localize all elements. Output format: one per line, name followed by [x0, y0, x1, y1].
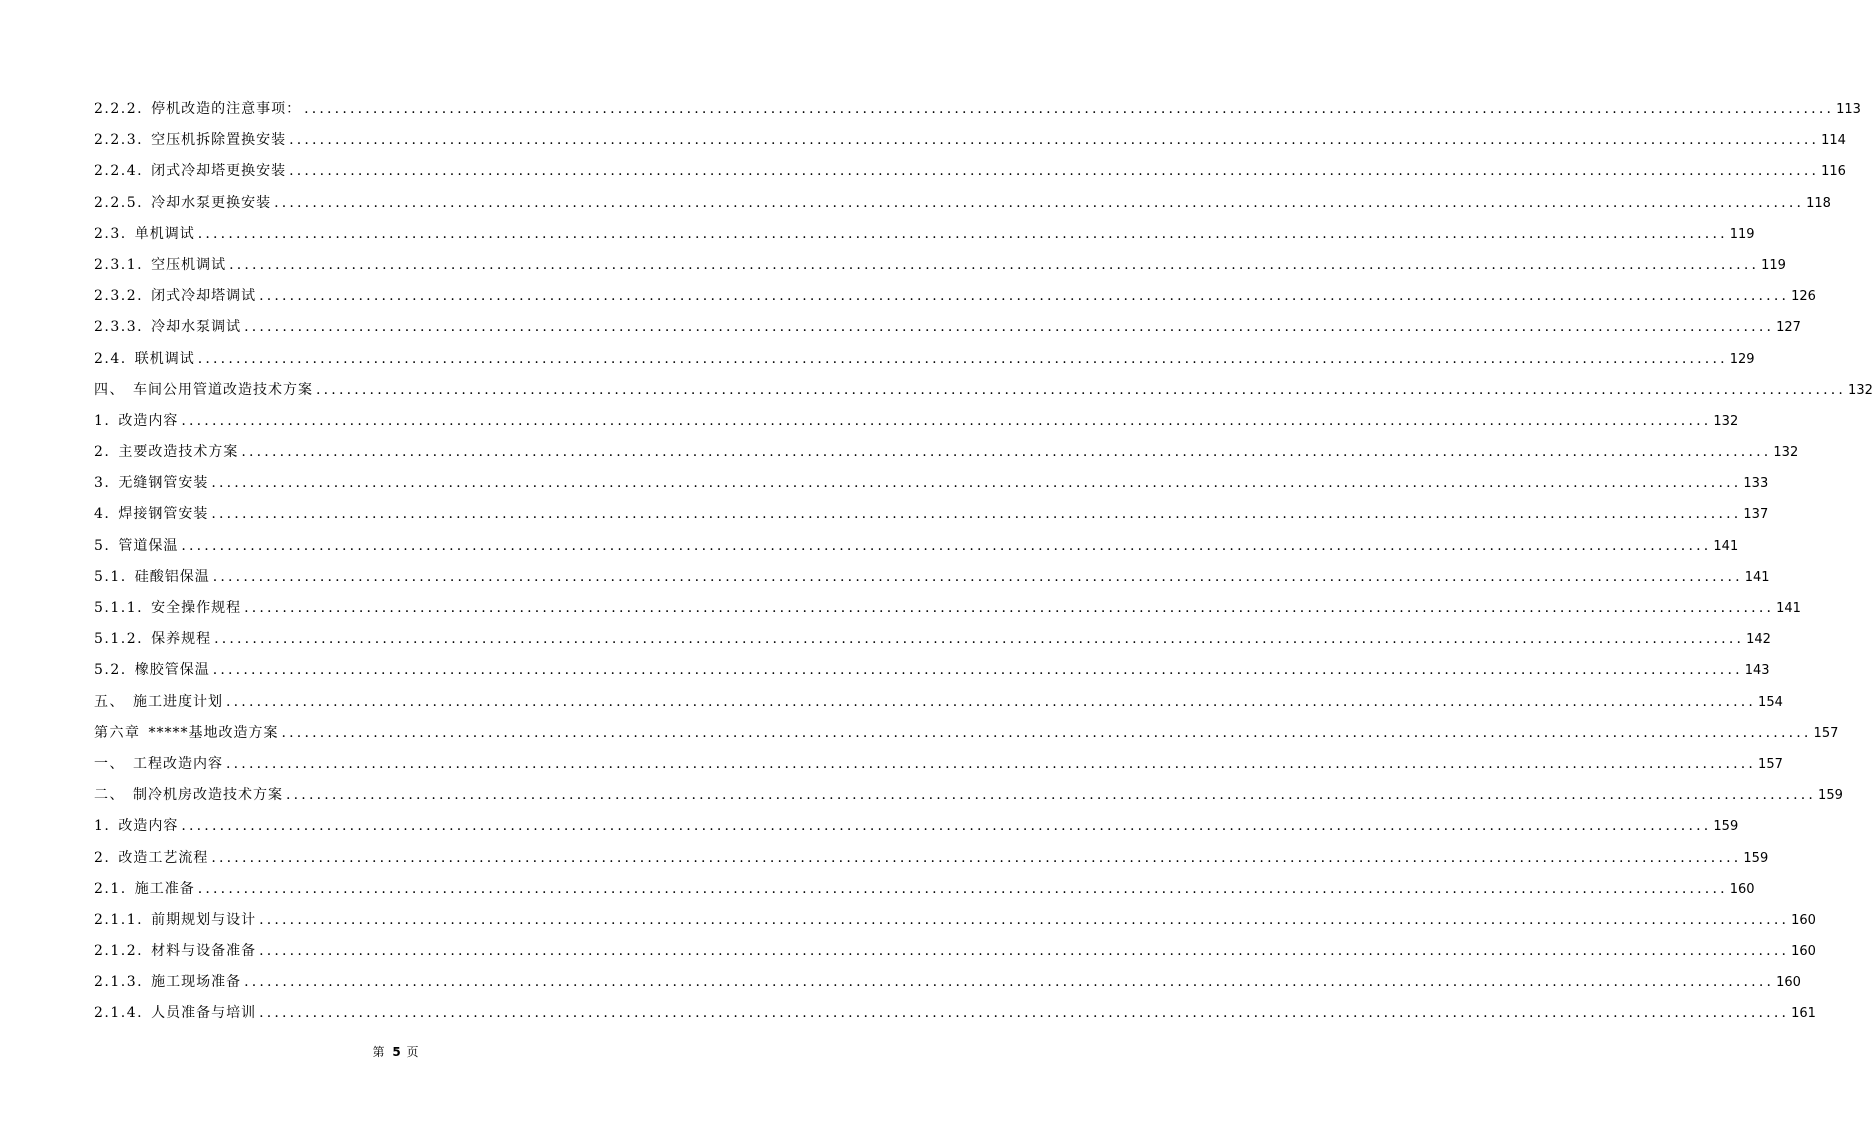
toc-entry-number: 2.2.2. — [94, 101, 144, 117]
toc-entry[interactable] — [94, 499, 1769, 530]
toc-dot-leader: ........................................................................................................................................................................................................ — [259, 288, 1790, 305]
footer-prefix: 第 — [372, 1045, 387, 1059]
footer-page-number: 5 — [392, 1045, 401, 1059]
toc-entry-page-number: 160 — [1776, 975, 1801, 991]
toc-entry-title: 制冷机房改造技术方案 — [133, 787, 283, 804]
toc-entry[interactable] — [94, 156, 1846, 187]
toc-entry-number: 3. — [94, 475, 111, 492]
toc-entry-title: 闭式冷却塔调试 — [151, 288, 257, 305]
toc-entry-title: 冷却水泵更换安装 — [151, 194, 272, 211]
toc-entry-page-number: 126 — [1791, 289, 1816, 305]
toc-entry[interactable] — [94, 188, 1831, 219]
toc-entry-number: 2. — [94, 849, 111, 866]
toc-entry-title: 主要改造技术方案 — [118, 444, 239, 461]
toc-entry-number: 四、 — [94, 381, 125, 398]
toc-entry[interactable] — [94, 936, 1816, 967]
toc-entry-title: 空压机调试 — [151, 256, 227, 273]
toc-entry-page-number: 113 — [1836, 102, 1861, 117]
toc-entry[interactable] — [94, 531, 1739, 562]
toc-entry-number: 5.1.2. — [94, 631, 144, 648]
toc-entry-number: 2.1.4. — [94, 1005, 144, 1022]
toc-entry-title: 施工进度计划 — [133, 693, 223, 710]
toc-entry-title: 联机调试 — [134, 350, 195, 367]
toc-entry[interactable] — [94, 593, 1801, 624]
toc-entry[interactable] — [94, 967, 1801, 998]
toc-entry-title: 改造工艺流程 — [118, 849, 209, 866]
toc-entry[interactable] — [94, 624, 1771, 655]
toc-entry-number: 2.2.4. — [94, 163, 144, 180]
toc-entry-page-number: 141 — [1713, 538, 1739, 554]
toc-entry-number: 2.4. — [94, 350, 127, 367]
toc-entry[interactable] — [94, 94, 1861, 125]
toc-entry-page-number: 142 — [1746, 632, 1771, 648]
toc-dot-leader: ........................................................................................................................................................................................................ — [212, 568, 1743, 585]
toc-dot-leader: ........................................................................................................................................................................................................ — [181, 412, 1712, 429]
table-of-contents — [94, 94, 1873, 1030]
toc-entry-number: 2.2.5. — [94, 194, 144, 211]
toc-entry-number: 2.1.1. — [94, 911, 144, 928]
toc-dot-leader: ........................................................................................................................................................................................................ — [197, 225, 1728, 242]
toc-dot-leader: ........................................................................................................................................................................................................ — [211, 506, 1742, 523]
toc-entry[interactable] — [94, 437, 1799, 468]
toc-dot-leader: ........................................................................................................................................................................................................ — [259, 1005, 1790, 1022]
toc-dot-leader: ........................................................................................................................................................................................................ — [226, 755, 1757, 772]
toc-entry-page-number: 132 — [1773, 445, 1799, 461]
toc-entry-number: 5. — [94, 537, 111, 554]
toc-entry-title: 改造内容 — [118, 412, 179, 429]
toc-entry-page-number: 141 — [1776, 601, 1801, 616]
toc-entry-page-number: 141 — [1744, 569, 1770, 585]
toc-entry-page-number: 160 — [1791, 912, 1816, 928]
toc-entry-page-number: 157 — [1813, 725, 1839, 741]
toc-dot-leader: ........................................................................................................................................................................................................ — [259, 911, 1790, 928]
toc-dot-leader: ........................................................................................................................................................................................................ — [289, 132, 1820, 149]
toc-entry-title: 安全操作规程 — [151, 600, 242, 616]
toc-entry-title: 空压机拆除置换安装 — [151, 132, 287, 149]
toc-entry-number: 1. — [94, 412, 111, 429]
toc-entry-page-number: 127 — [1776, 320, 1801, 336]
toc-dot-leader: ........................................................................................................................................................................................................ — [286, 787, 1817, 804]
toc-entry-number: 5.1. — [94, 568, 127, 585]
toc-dot-leader: ........................................................................................................................................................................................................ — [229, 256, 1760, 273]
toc-entry-page-number: 119 — [1761, 257, 1786, 273]
toc-entry-page-number: 129 — [1729, 351, 1755, 367]
toc-entry-title: 硅酸铝保温 — [134, 568, 210, 585]
toc-entry-page-number: 159 — [1713, 819, 1739, 835]
toc-entry-title: 单机调试 — [134, 225, 195, 242]
toc-dot-leader: ........................................................................................................................................................................................................ — [244, 319, 1775, 336]
toc-entry[interactable] — [94, 874, 1755, 905]
toc-dot-leader: ........................................................................................................................................................................................................ — [197, 880, 1728, 897]
toc-entry-number: 二、 — [94, 787, 125, 804]
toc-dot-leader: ........................................................................................................................................................................................................ — [212, 662, 1743, 679]
toc-dot-leader: ........................................................................................................................................................................................................ — [244, 600, 1775, 616]
toc-entry[interactable] — [94, 250, 1786, 281]
toc-entry-page-number: 154 — [1758, 694, 1783, 710]
toc-dot-leader: ........................................................................................................................................................................................................ — [289, 163, 1820, 180]
toc-entry[interactable] — [94, 468, 1769, 499]
toc-entry-number: 2.2.3. — [94, 132, 144, 149]
toc-entry-page-number: 132 — [1848, 382, 1873, 398]
toc-entry-title: 管道保温 — [118, 537, 179, 554]
toc-entry-number: 2.3.1. — [94, 256, 144, 273]
toc-entry-page-number: 133 — [1743, 476, 1769, 492]
toc-entry-number: 4. — [94, 506, 111, 523]
toc-entry-title: 停机改造的注意事项： — [151, 101, 302, 117]
toc-entry-number: 2.1. — [94, 880, 127, 897]
toc-entry[interactable] — [94, 406, 1739, 437]
toc-entry[interactable] — [94, 375, 1873, 406]
toc-entry-page-number: 132 — [1713, 413, 1739, 429]
toc-entry-title: 闭式冷却塔更换安装 — [151, 163, 287, 180]
toc-entry-number: 五、 — [94, 693, 125, 710]
toc-entry-page-number: 114 — [1821, 133, 1846, 149]
toc-entry-number: 2.3.2. — [94, 288, 144, 305]
toc-entry[interactable] — [94, 843, 1769, 874]
toc-entry-title: 工程改造内容 — [133, 755, 223, 772]
toc-entry-page-number: 119 — [1729, 226, 1755, 242]
toc-dot-leader: ........................................................................................................................................................................................................ — [226, 693, 1757, 710]
toc-entry-title: 前期规划与设计 — [151, 911, 257, 928]
toc-entry-number: 5.1.1. — [94, 600, 144, 616]
toc-entry-page-number: 160 — [1729, 881, 1755, 897]
toc-entry-title: 焊接钢管安装 — [118, 506, 209, 523]
toc-entry-page-number: 137 — [1743, 507, 1769, 523]
toc-entry-title: 冷却水泵调试 — [151, 319, 242, 336]
toc-entry-title: 车间公用管道改造技术方案 — [133, 381, 313, 398]
toc-dot-leader: ........................................................................................................................................................................................................ — [274, 194, 1805, 211]
toc-entry-page-number: 160 — [1791, 944, 1816, 960]
toc-dot-leader: ........................................................................................................................................................................................................ — [281, 724, 1812, 741]
toc-entry[interactable] — [94, 344, 1755, 375]
toc-entry-page-number: 159 — [1743, 850, 1769, 866]
toc-entry-title: 无缝钢管安装 — [118, 475, 209, 492]
toc-dot-leader: ........................................................................................................................................................................................................ — [244, 974, 1775, 991]
toc-entry[interactable] — [94, 125, 1846, 156]
toc-entry[interactable] — [94, 780, 1843, 811]
toc-entry-number: 一、 — [94, 755, 125, 772]
toc-dot-leader: ........................................................................................................................................................................................................ — [181, 537, 1712, 554]
toc-entry-title: 人员准备与培训 — [151, 1005, 257, 1022]
toc-dot-leader: ........................................................................................................................................................................................................ — [211, 849, 1742, 866]
toc-entry-title: 改造内容 — [118, 818, 179, 835]
toc-dot-leader: ........................................................................................................................................................................................................ — [211, 475, 1742, 492]
toc-entry-number: 5.2. — [94, 662, 127, 679]
toc-entry-page-number: 161 — [1791, 1006, 1816, 1022]
toc-entry-number: 第六章 — [94, 724, 141, 741]
toc-entry-title: 施工现场准备 — [151, 974, 242, 991]
toc-entry-title: 材料与设备准备 — [151, 943, 257, 960]
toc-dot-leader: ........................................................................................................................................................................................................ — [197, 350, 1728, 367]
toc-dot-leader: ........................................................................................................................................................................................................ — [304, 101, 1835, 117]
toc-entry-page-number: 118 — [1806, 195, 1831, 211]
toc-entry-page-number: 143 — [1744, 663, 1770, 679]
toc-entry-title: 保养规程 — [151, 631, 212, 648]
toc-entry-title: *****基地改造方案 — [148, 724, 279, 741]
page-footer — [0, 1043, 793, 1060]
toc-entry[interactable] — [94, 655, 1770, 686]
toc-entry-number: 2.1.2. — [94, 943, 144, 960]
toc-entry-number: 2.3. — [94, 225, 127, 242]
toc-entry[interactable] — [94, 562, 1770, 593]
toc-entry-number: 2.1.3. — [94, 974, 144, 991]
toc-entry[interactable] — [94, 905, 1816, 936]
toc-entry-title: 橡胶管保温 — [134, 662, 210, 679]
toc-entry-page-number: 116 — [1821, 164, 1846, 180]
toc-entry[interactable] — [94, 687, 1783, 718]
toc-entry[interactable] — [94, 749, 1783, 780]
toc-entry[interactable] — [94, 312, 1801, 343]
toc-dot-leader: ........................................................................................................................................................................................................ — [259, 943, 1790, 960]
toc-dot-leader: ........................................................................................................................................................................................................ — [181, 818, 1712, 835]
toc-entry-number: 2.3.3. — [94, 319, 144, 336]
toc-entry-number: 1. — [94, 818, 111, 835]
toc-dot-leader: ........................................................................................................................................................................................................ — [316, 381, 1847, 398]
toc-dot-leader: ........................................................................................................................................................................................................ — [214, 631, 1745, 648]
toc-entry[interactable] — [94, 219, 1755, 250]
toc-entry-number: 2. — [94, 444, 111, 461]
toc-entry-page-number: 159 — [1818, 788, 1843, 804]
toc-entry[interactable] — [94, 998, 1816, 1029]
toc-entry[interactable] — [94, 811, 1739, 842]
toc-entry-title: 施工准备 — [134, 880, 195, 897]
toc-dot-leader: ........................................................................................................................................................................................................ — [241, 444, 1772, 461]
toc-entry-page-number: 157 — [1758, 756, 1783, 772]
toc-entry[interactable] — [94, 718, 1839, 749]
toc-entry[interactable] — [94, 281, 1816, 312]
footer-suffix: 页 — [406, 1045, 421, 1059]
